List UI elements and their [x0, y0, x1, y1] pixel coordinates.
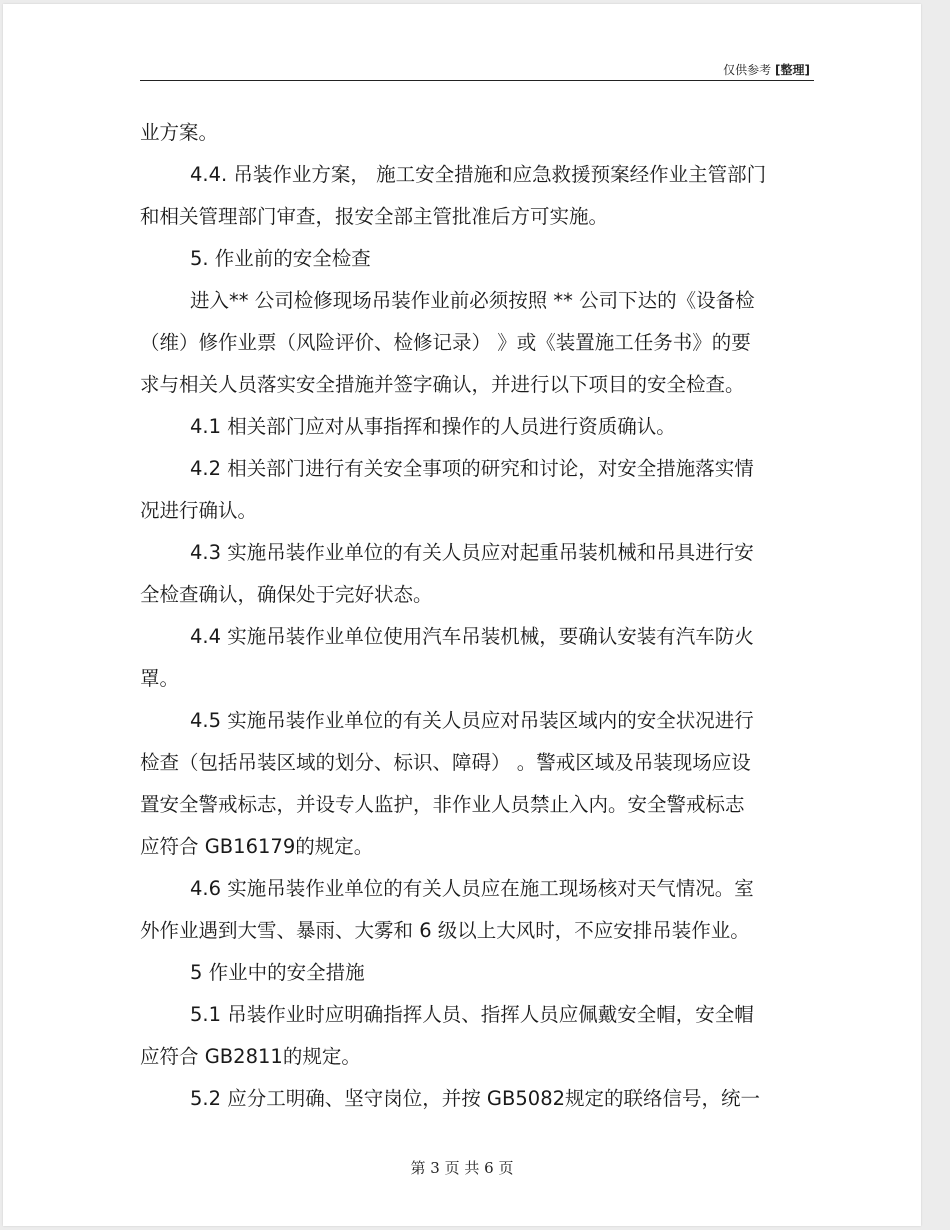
text-line: 外作业遇到大雪、暴雨、大雾和 6 级以上大风时，不应安排吊装作业。: [140, 919, 750, 942]
text-line: 进入** 公司检修现场吊装作业前必须按照 ** 公司下达的《设备检: [190, 289, 755, 312]
text-line: 置安全警戒标志，并设专人监护，非作业人员禁止入内。安全警戒标志: [140, 793, 745, 816]
page-footer: 第 3 页 共 6 页: [410, 1159, 514, 1177]
text-line: 求与相关人员落实安全措施并签字确认，并进行以下项目的安全检查。: [140, 373, 745, 396]
text-line: 5 作业中的安全措施: [190, 961, 365, 984]
header-note: [723, 61, 810, 78]
header-rule: [140, 80, 814, 81]
document-page: [3, 4, 921, 1226]
text-line: 和相关管理部门审查，报安全部主管批准后方可实施。: [140, 205, 609, 228]
header-note-text: 仅供参考: [723, 63, 772, 77]
text-line: （维）修作业票（风险评价、检修记录） 》或《装置施工任务书》的要: [140, 331, 751, 354]
text-line: 4.1 相关部门应对从事指挥和操作的人员进行资质确认。: [190, 415, 676, 438]
body-text: [140, 112, 800, 1120]
text-line: 罩。: [140, 667, 180, 690]
text-line: 况进行确认。: [140, 499, 258, 522]
text-line: 4.5 实施吊装作业单位的有关人员应对吊装区域内的安全状况进行: [190, 709, 754, 732]
text-line: 4.4 实施吊装作业单位使用汽车吊装机械，要确认安装有汽车防火: [190, 625, 754, 648]
text-line: 检查（包括吊装区域的划分、标识、障碍） 。警戒区域及吊装现场应设: [140, 751, 751, 774]
text-line: 全检查确认，确保处于完好状态。: [140, 583, 433, 606]
header-note-tag: [整理]: [775, 63, 810, 77]
text-line: 应符合 GB16179的规定。: [140, 835, 374, 858]
text-line: 5.2 应分工明确、坚守岗位，并按 GB5082规定的联络信号，统一: [190, 1087, 761, 1110]
text-line: 应符合 GB2811的规定。: [140, 1045, 361, 1068]
text-line: 4.6 实施吊装作业单位的有关人员应在施工现场核对天气情况。室: [190, 877, 754, 900]
text-line: 业方案。: [140, 121, 219, 144]
text-line: 4.3 实施吊装作业单位的有关人员应对起重吊装机械和吊具进行安: [190, 541, 754, 564]
text-line: 5.1 吊装作业时应明确指挥人员、指挥人员应佩戴安全帽，安全帽: [190, 1003, 754, 1026]
text-line: 4.2 相关部门进行有关安全事项的研究和讨论，对安全措施落实情: [190, 457, 754, 480]
text-line: 4.4. 吊装作业方案， 施工安全措施和应急救援预案经作业主管部门: [190, 163, 767, 186]
text-line: 5. 作业前的安全检查: [190, 247, 371, 270]
